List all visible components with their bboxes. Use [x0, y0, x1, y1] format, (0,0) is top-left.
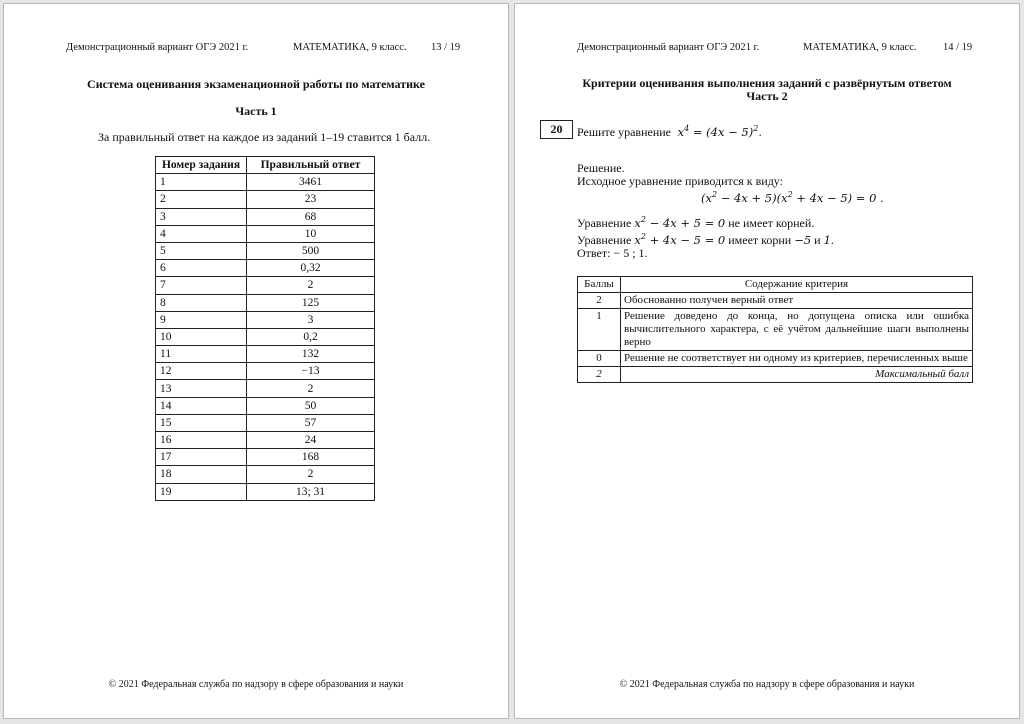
table-row	[156, 277, 375, 294]
task-number-cell: 14	[156, 397, 247, 414]
line2-and: и	[814, 232, 821, 247]
correct-answer-cell: 125	[247, 294, 375, 311]
task-number-cell: 19	[156, 483, 247, 500]
criteria-header-row	[578, 277, 973, 293]
column-header-score: Баллы	[578, 277, 621, 293]
table-row	[156, 294, 375, 311]
page-title: Система оценивания экзаменационной работы по математике	[87, 77, 425, 91]
criteria-row	[578, 309, 973, 351]
correct-answer-cell: 2	[247, 466, 375, 483]
table-row	[156, 363, 375, 380]
table-row	[156, 414, 375, 431]
root-one: 1	[823, 232, 831, 247]
table-row	[156, 449, 375, 466]
correct-answer-cell: 500	[247, 242, 375, 259]
task-number-cell: 15	[156, 414, 247, 431]
table-row	[156, 208, 375, 225]
task-number-cell: 17	[156, 449, 247, 466]
page-13	[3, 3, 509, 719]
line2-prefix: Уравнение	[577, 232, 632, 247]
header-subject: МАТЕМАТИКА, 9 класс.	[293, 42, 407, 53]
table-row	[156, 328, 375, 345]
column-header-correct-answer: Правильный ответ	[247, 157, 375, 174]
max-score-label: Максимальный балл	[621, 367, 973, 383]
task-text: Решите уравнение	[577, 124, 671, 139]
column-header-task-number: Номер задания	[156, 157, 247, 174]
solution-line-1	[577, 215, 814, 231]
task-number-cell: 2	[156, 191, 247, 208]
correct-answer-cell: 10	[247, 225, 375, 242]
correct-answer-cell: 13; 31	[247, 483, 375, 500]
table-row	[156, 432, 375, 449]
table-row	[156, 397, 375, 414]
table-row	[156, 466, 375, 483]
task-number-cell: 12	[156, 363, 247, 380]
answer-label: Ответ:	[577, 246, 611, 260]
task-number-cell: 5	[156, 242, 247, 259]
header-variant: Демонстрационный вариант ОГЭ 2021 г.	[577, 42, 760, 53]
criterion-cell: Решение доведено до конца, но допущена описка или ошибка вычислительного характера, с её учётом дальнейшие шаги выполнены верно	[621, 309, 973, 351]
correct-answer-cell: 168	[247, 449, 375, 466]
answer-line	[577, 246, 648, 261]
task-number-cell: 16	[156, 432, 247, 449]
answer-value: − 5 ; 1.	[613, 246, 648, 260]
page-14	[514, 3, 1020, 719]
task-number-cell: 18	[156, 466, 247, 483]
task-number-cell: 4	[156, 225, 247, 242]
answers-table	[155, 156, 375, 501]
task-number-cell: 8	[156, 294, 247, 311]
solution-line-2: Уравнение $x^2 + 4x - 5 = 0$ имеет корни −5 и 1.	[577, 232, 834, 247]
correct-answer-cell: 24	[247, 432, 375, 449]
criterion-cell: Решение не соответствует ни одному из критериев, перечисленных выше	[621, 351, 973, 367]
correct-answer-cell: 50	[247, 397, 375, 414]
equation-2: $x^2 + 4x - 5 = 0$	[634, 232, 726, 247]
criterion-cell: Обоснованно получен верный ответ	[621, 293, 973, 309]
table-row	[156, 346, 375, 363]
correct-answer-cell: −13	[247, 363, 375, 380]
table-row	[156, 191, 375, 208]
line2-suffix: имеет корни	[728, 232, 792, 247]
header-subject: МАТЕМАТИКА, 9 класс.	[803, 42, 917, 53]
part-title: Часть 1	[235, 104, 277, 118]
task-statement	[577, 124, 762, 140]
correct-answer-cell: 68	[247, 208, 375, 225]
task-number-cell: 10	[156, 328, 247, 345]
correct-answer-cell: 2	[247, 277, 375, 294]
correct-answer-cell: 3	[247, 311, 375, 328]
correct-answer-cell: 2	[247, 380, 375, 397]
criteria-row	[578, 351, 973, 367]
page-title: Критерии оценивания выполнения заданий с развёрнутым ответом	[582, 76, 952, 90]
solution-label: Решение.	[577, 161, 625, 175]
task-number-cell: 11	[156, 346, 247, 363]
task-equation: $x^4 = (4x - 5)^2$.	[673, 124, 762, 139]
criteria-row	[578, 293, 973, 309]
criteria-table	[577, 276, 973, 383]
correct-answer-cell: 3461	[247, 174, 375, 191]
line1-suffix: не имеет корней.	[728, 215, 815, 230]
table-header-row	[156, 157, 375, 174]
task-number-cell: 13	[156, 380, 247, 397]
intro-text: За правильный ответ на каждое из заданий 1–19 ставится 1 балл.	[98, 130, 431, 144]
factored-equation: $(x^2 - 4x + 5)(x^2 + 4x - 5) = 0$ .	[701, 190, 884, 205]
correct-answer-cell: 132	[247, 346, 375, 363]
header-page-number: 13 / 19	[431, 42, 461, 53]
correct-answer-cell: 0,2	[247, 328, 375, 345]
correct-answer-cell: 57	[247, 414, 375, 431]
correct-answer-cell: 0,32	[247, 260, 375, 277]
footer-copyright: © 2021 Федеральная служба по надзору в сфере образования и науки	[619, 679, 915, 690]
task-number-cell: 1	[156, 174, 247, 191]
score-cell: 0	[578, 351, 621, 367]
max-score-value: 2	[578, 367, 621, 383]
max-score-row	[578, 367, 973, 383]
correct-answer-cell: 23	[247, 191, 375, 208]
solution-intro: Исходное уравнение приводится к виду:	[577, 174, 783, 188]
score-cell: 2	[578, 293, 621, 309]
table-row	[156, 483, 375, 500]
score-cell: 1	[578, 309, 621, 351]
root-minus-five: −5	[794, 232, 812, 247]
task-number-cell: 3	[156, 208, 247, 225]
task-number-cell: 9	[156, 311, 247, 328]
table-row	[156, 225, 375, 242]
line1-prefix: Уравнение	[577, 215, 632, 230]
task-number-cell: 7	[156, 277, 247, 294]
table-row	[156, 174, 375, 191]
table-row	[156, 311, 375, 328]
footer-copyright: © 2021 Федеральная служба по надзору в сфере образования и науки	[108, 679, 404, 690]
header-variant: Демонстрационный вариант ОГЭ 2021 г.	[66, 42, 249, 53]
header-page-number: 14 / 19	[943, 42, 973, 53]
table-row	[156, 242, 375, 259]
column-header-criterion: Содержание критерия	[621, 277, 973, 293]
table-row	[156, 380, 375, 397]
part-title: Часть 2	[746, 89, 788, 103]
equation-1: $x^2 - 4x + 5 = 0$	[634, 215, 726, 230]
task-number-cell: 6	[156, 260, 247, 277]
table-row	[156, 260, 375, 277]
task-number-box: 20	[540, 120, 573, 139]
